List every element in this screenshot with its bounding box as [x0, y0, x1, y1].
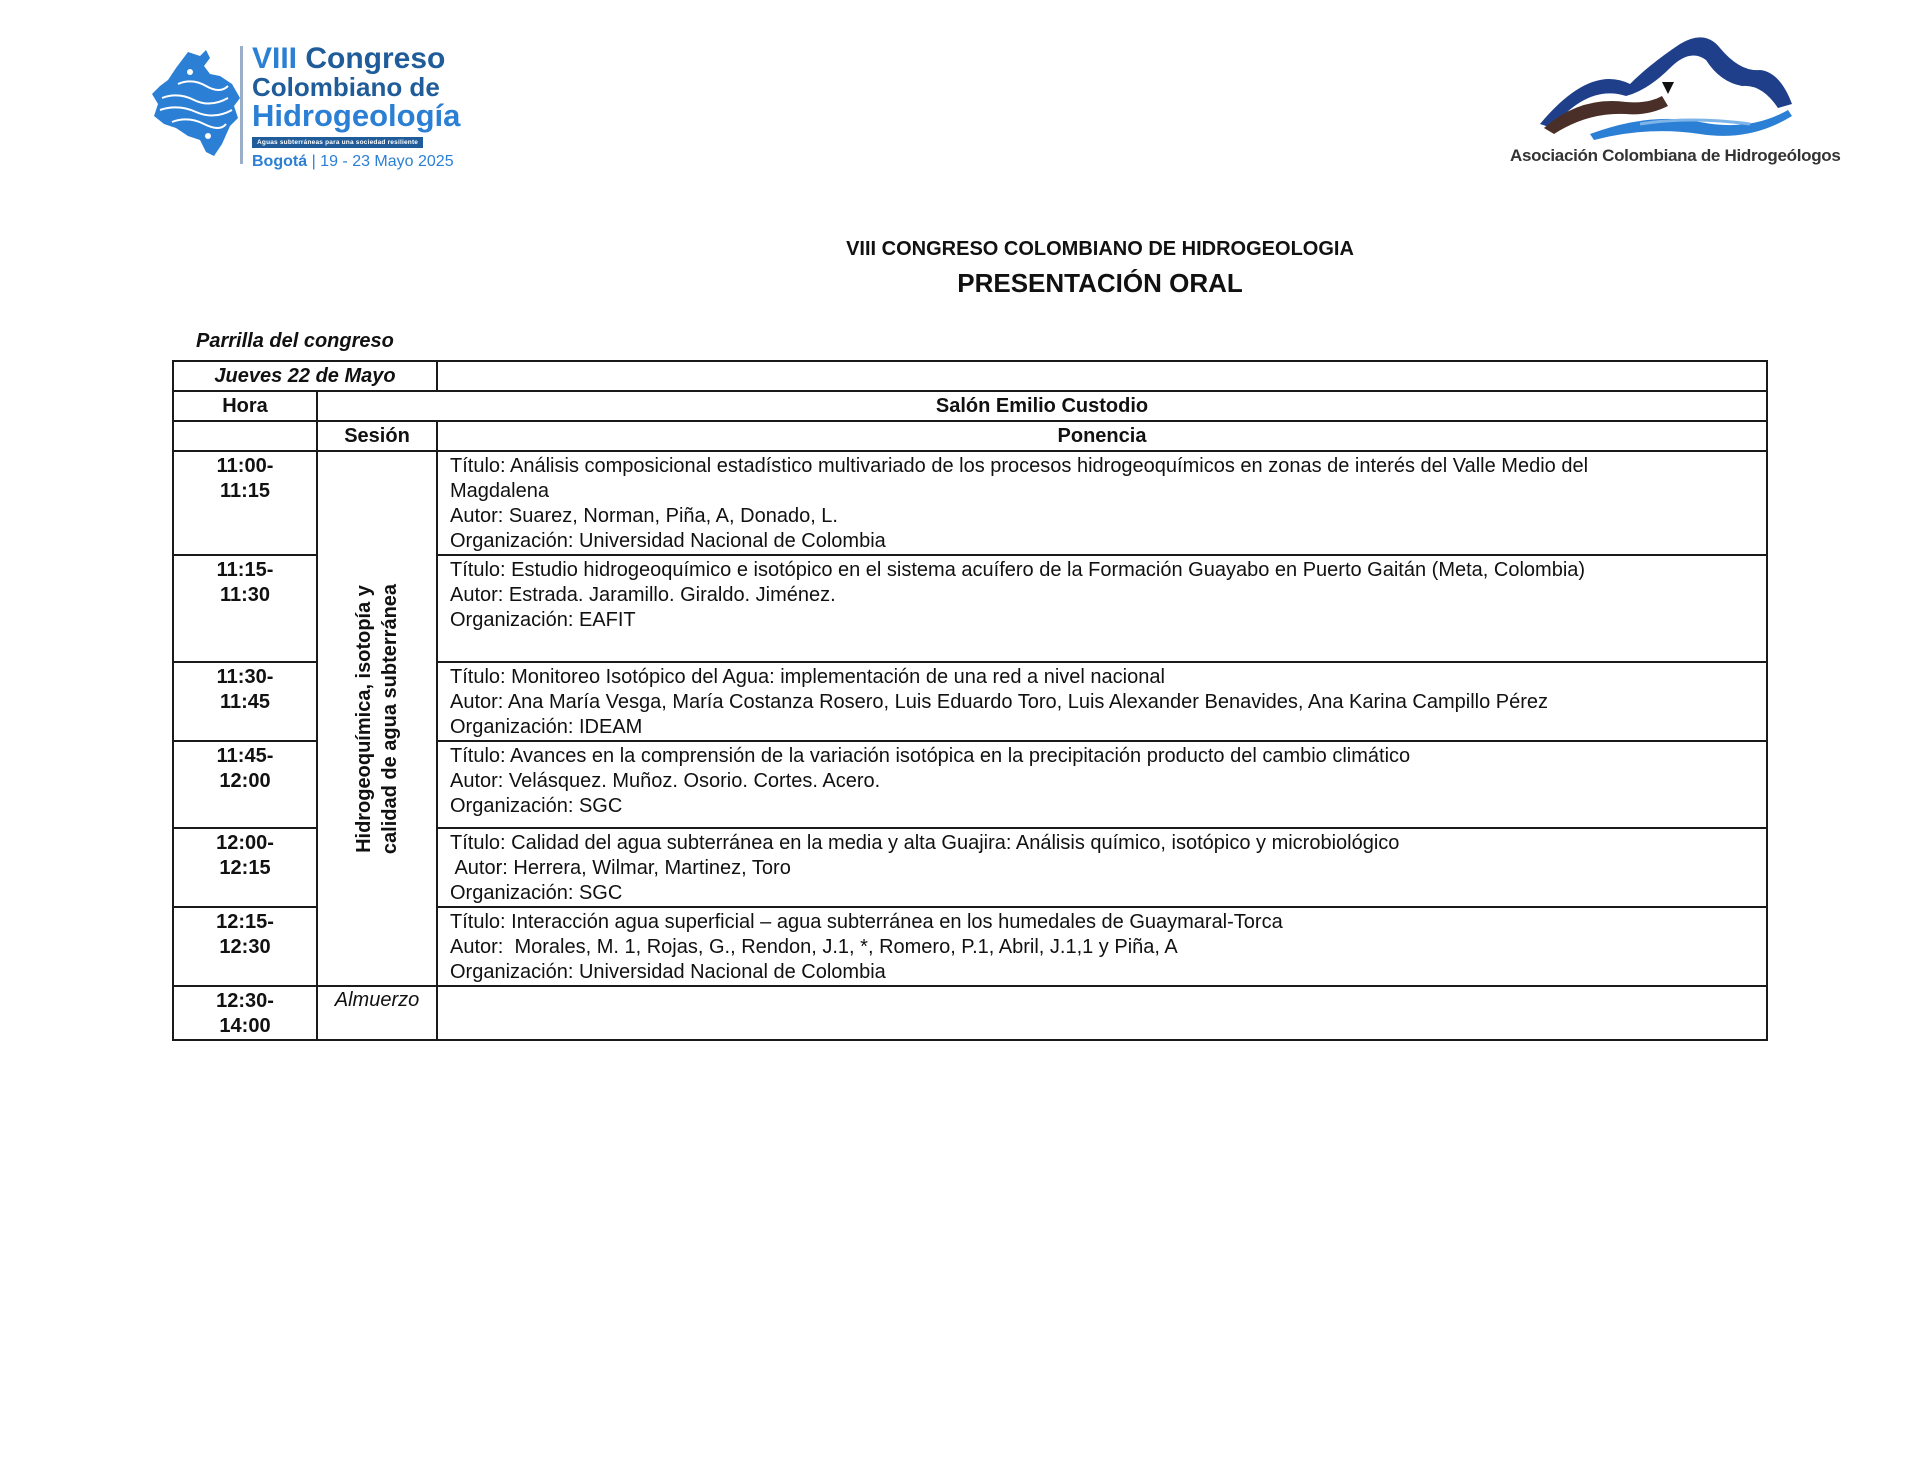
time-cell: 11:45- 12:00 [173, 741, 317, 828]
session-name: Hidrogeoquímica, isotopía y calidad de agua subterránea [353, 583, 401, 854]
association-name: Asociación Colombiana de Hidrogeólogos [1510, 146, 1841, 165]
colombia-map-icon [148, 48, 248, 160]
presentation-cell [437, 907, 1767, 986]
presentation-title: Título: Avances en la comprensión de la variación isotópica en la precipitación producto del cambio climático [450, 745, 1411, 767]
document-subtitle: PRESENTACIÓN ORAL [957, 268, 1243, 298]
lunch-empty-cell [437, 986, 1767, 1040]
presentation-cell [437, 741, 1767, 828]
sesion-header: Sesión [317, 421, 437, 451]
presentation-cell [437, 662, 1767, 741]
presentation-org: Organización: Universidad Nacional de Colombia [450, 961, 886, 983]
presentation-org: Organización: IDEAM [450, 716, 643, 738]
session-cell [317, 451, 437, 986]
presentation-cell [437, 451, 1767, 555]
presentation-author: Autor: Velásquez. Muñoz. Osorio. Cortes. Acero. [450, 770, 881, 792]
table-row [173, 451, 1767, 555]
logo-place-date: Bogotá | 19 - 23 Mayo 2025 [252, 153, 454, 170]
blank-header-cell [173, 421, 317, 451]
presentation-cell [437, 555, 1767, 662]
presentation-org: Organización: SGC [450, 882, 623, 904]
day-cell: Jueves 22 de Mayo [173, 361, 437, 391]
presentation-title: Título: Estudio hidrogeoquímico e isotópico en el sistema acuífero de la Formación Guayabo en Puerto Gaitán (Meta, Colombia) [450, 559, 1586, 581]
time-cell: 12:00- 12:15 [173, 828, 317, 907]
time-cell: 12:15- 12:30 [173, 907, 317, 986]
time-cell: 11:00- 11:15 [173, 451, 317, 555]
time-cell: 11:15- 11:30 [173, 555, 317, 662]
presentation-title: Título: Interacción agua superficial – agua subterránea en los humedales de Guaymaral-Torca [450, 911, 1283, 933]
column-header-row [173, 421, 1767, 451]
grid-label: Parrilla del congreso [196, 330, 394, 352]
presentation-author: Autor: Morales, M. 1, Rojas, G., Rendon, J.1, *, Romero, P.1, Abril, J.1,1 y Piña, A [450, 936, 1178, 958]
association-logo [1510, 20, 1841, 170]
room-row [173, 391, 1767, 421]
presentation-author: Autor: Estrada. Jaramillo. Giraldo. Jiménez. [450, 584, 836, 606]
logo-tagline: Aguas subterráneas para una sociedad resiliente [252, 137, 423, 148]
day-row [173, 361, 1767, 391]
presentation-author: Autor: Herrera, Wilmar, Martinez, Toro [450, 857, 791, 879]
logo-divider [240, 46, 243, 164]
presentation-title-cont: Magdalena [450, 480, 549, 502]
presentation-org: Organización: SGC [450, 795, 623, 817]
presentation-author: Autor: Ana María Vesga, María Costanza Rosero, Luis Eduardo Toro, Luis Alexander Benavides, Ana Karina Campillo Pérez [450, 691, 1549, 713]
presentation-author: Autor: Suarez, Norman, Piña, A, Donado, L. [450, 505, 838, 527]
presentation-org: Organización: EAFIT [450, 609, 636, 631]
time-cell: 11:30- 11:45 [173, 662, 317, 741]
mountain-water-icon [1530, 24, 1800, 142]
lunch-row [173, 986, 1767, 1040]
presentation-cell [437, 828, 1767, 907]
presentation-title: Título: Monitoreo Isotópico del Agua: implementación de una red a nivel nacional [450, 666, 1165, 688]
logo-line1: VIII Congreso [252, 42, 446, 75]
ponencia-header: Ponencia [437, 421, 1767, 451]
logo-line3: Hidrogeología [252, 98, 461, 133]
presentation-org: Organización: Universidad Nacional de Colombia [450, 530, 886, 552]
presentation-title: Título: Calidad del agua subterránea en la media y alta Guajira: Análisis químico, isotópico y microbiológico [450, 832, 1400, 854]
document-title: VIII CONGRESO COLOMBIANO DE HIDROGEOLOGIA [846, 238, 1354, 260]
lunch-label: Almuerzo [317, 986, 437, 1040]
hora-header: Hora [173, 391, 317, 421]
room-header: Salón Emilio Custodio [317, 391, 1767, 421]
day-empty-cell [437, 361, 1767, 391]
time-cell: 12:30- 14:00 [173, 986, 317, 1040]
congress-logo [148, 44, 498, 168]
presentation-title: Título: Análisis composicional estadístico multivariado de los procesos hidrogeoquímicos en zonas de interés del Valle Medio del [450, 455, 1589, 477]
schedule-table [172, 360, 1768, 1041]
logo-line2: Colombiano de [252, 72, 440, 102]
